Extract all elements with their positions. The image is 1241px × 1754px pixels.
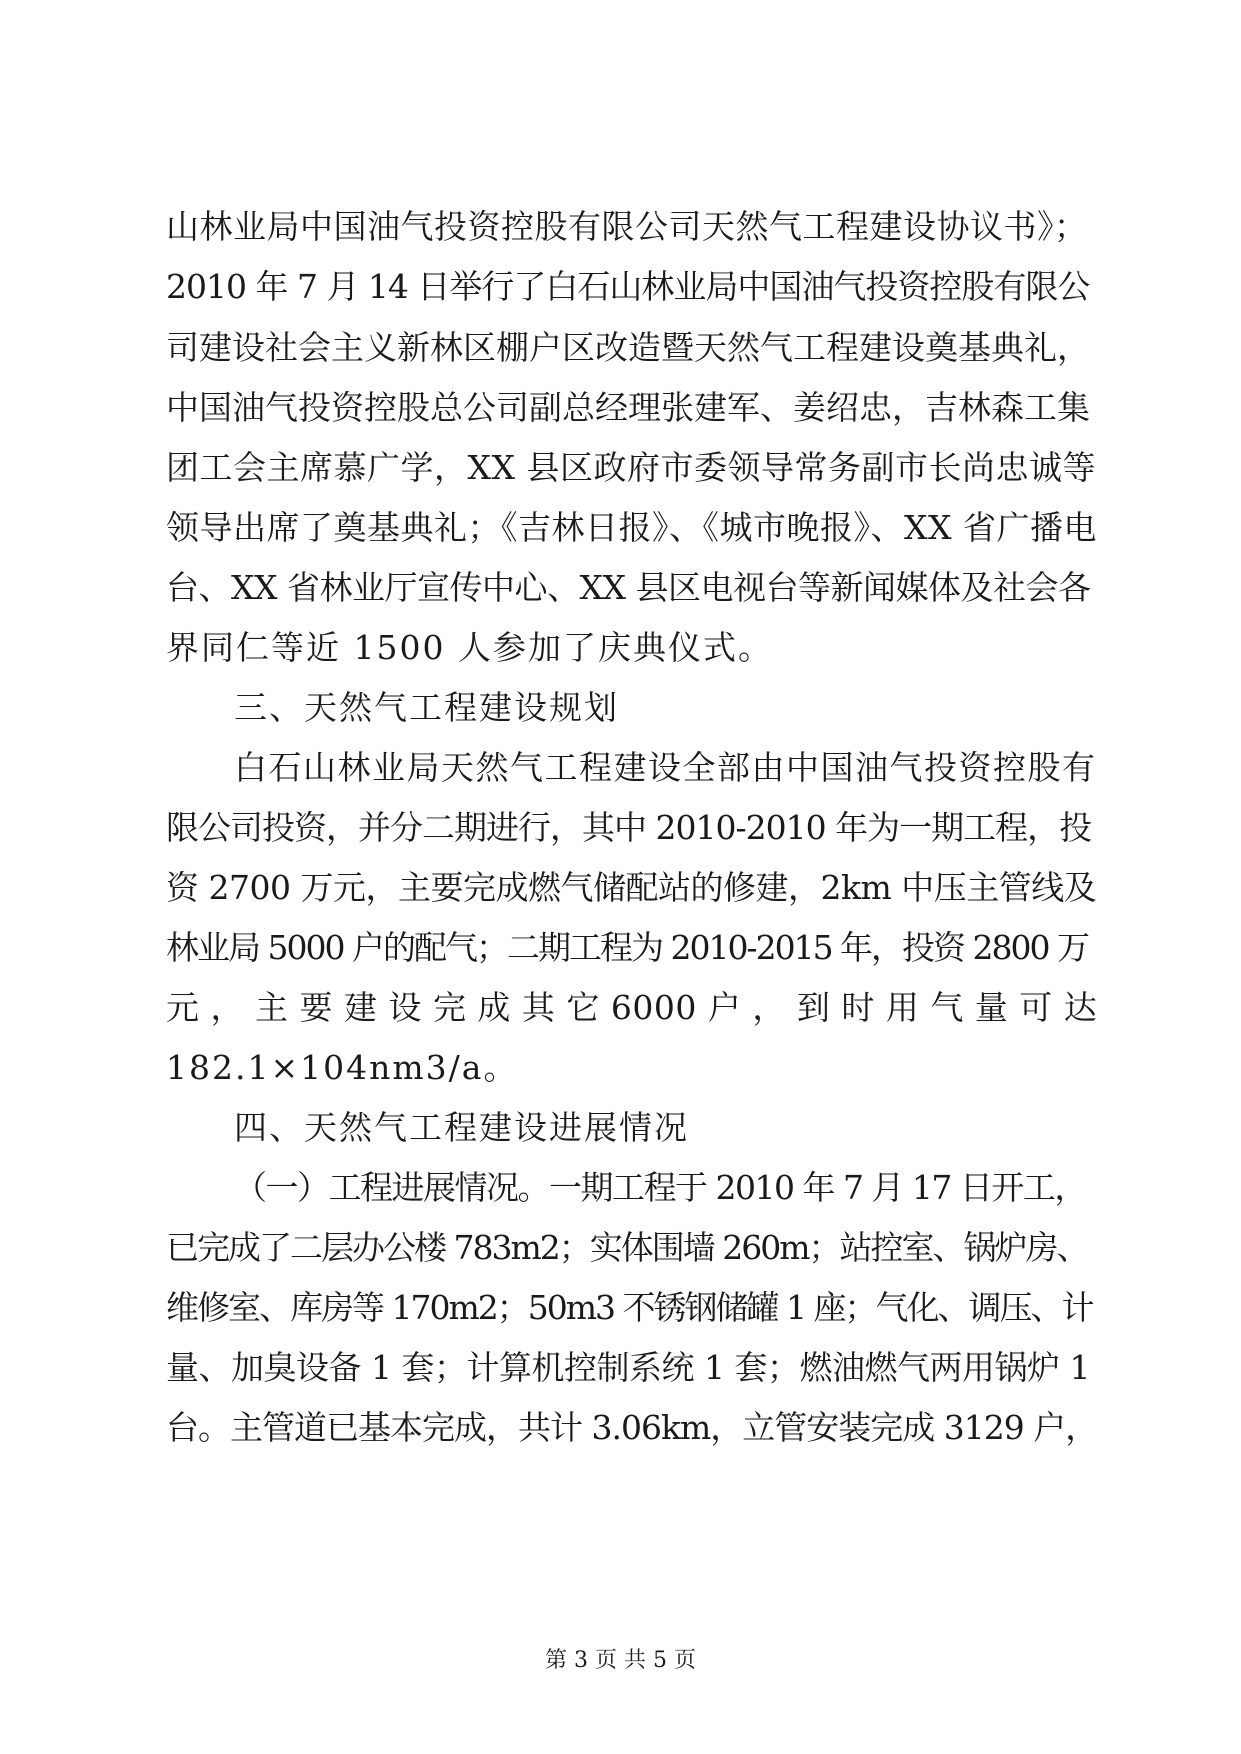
body-text-line: 资 2700 万元，主要完成燃气储配站的修建，2km 中压主管线及 [166,868,1097,907]
body-text-line: 台、XX 省林业厅宣传中心、XX 县区电视台等新闻媒体及社会各 [166,568,1091,607]
section-heading: 三、天然气工程建设规划 [234,688,619,727]
section-heading: 四、天然气工程建设进展情况 [234,1108,689,1147]
body-text-line: 司建设社会主义新林区棚户区改造暨天然气工程建设奠基典礼， [166,328,1090,367]
body-text-line: 林业局 5000 户的配气；二期工程为 2010-2015 年，投资 2800 万 [166,928,1089,967]
body-text-line: 量、加臭设备 1 套；计算机控制系统 1 套；燃油燃气两用锅炉 1 [166,1348,1090,1387]
body-text-line: （一）工程进展情况。一期工程于 2010 年 7 月 17 日开工， [234,1168,1086,1207]
body-text-line: 已完成了二层办公楼 783m2；实体围墙 260m；站控室、锅炉房、 [166,1228,1088,1267]
body-text-line: 限公司投资，并分二期进行，其中 2010-2010 年为一期工程，投 [166,808,1092,847]
body-text-line: 中国油气投资控股总公司副总经理张建军、姜绍忠，吉林森工集 [166,388,1090,427]
body-text-line: 2010 年 7 月 14 日举行了白石山林业局中国油气投资控股有限公 [166,267,1090,306]
page-number-footer: 第 3 页 共 5 页 [545,1648,696,1673]
body-text-line: 182.1×104nm3/a。 [166,1048,519,1087]
body-text-line: 元 ， 主 要 建 设 完 成 其 它 6000 户 ， 到 时 用 气 量 可 达 [166,988,1098,1027]
body-text-line: 台。主管道已基本完成，共计 3.06km，立管安装完成 3129 户， [166,1408,1098,1447]
body-text-line: 山林业局中国油气投资控股有限公司天然气工程建设协议书》； [166,207,1088,246]
body-text-line: 领导出席了奠基典礼；《吉林日报》、《城市晚报》、XX 省广播电 [166,508,1097,547]
body-text-line: 白石山林业局天然气工程建设全部由中国油气投资控股有 [234,748,1097,787]
body-text-line: 界同仁等近 1500 人参加了庆典仪式。 [166,628,773,667]
body-text-line: 维修室、库房等 170m2；50m3 不锈钢储罐 1 座；气化、调压、计 [166,1288,1093,1327]
body-text-line: 团工会主席慕广学，XX 县区政府市委领导常务副市长尚忠诚等 [166,448,1096,487]
